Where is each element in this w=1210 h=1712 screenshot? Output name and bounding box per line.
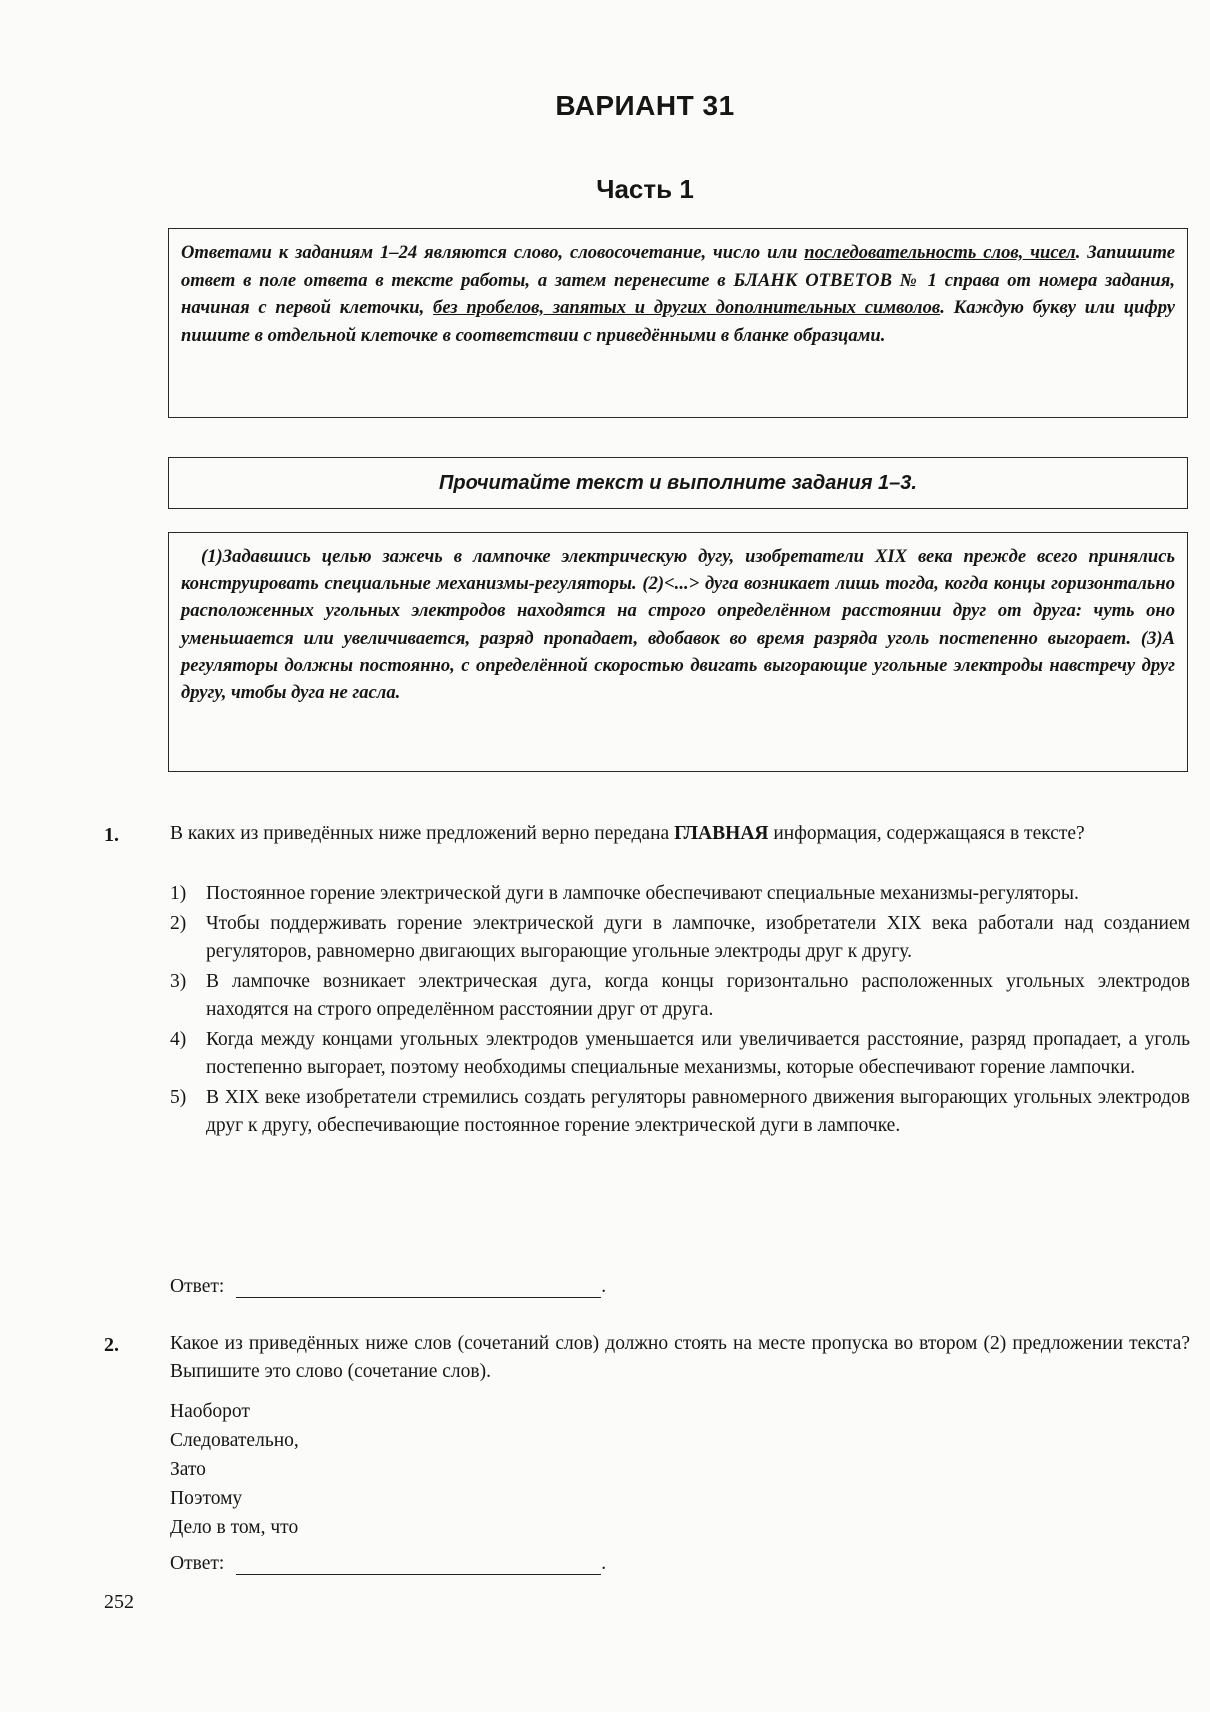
task1-number: 1. [104,824,119,846]
part-title: Часть 1 [596,174,694,204]
task2-word-list [170,1397,299,1542]
task2-word-2: Следовательно, [170,1430,299,1451]
option-text: В лампочке возникает электрическая дуга, когда концы горизонтально расположенных угольных электродов находятся на строго определённом расстоянии друг от друга. [206,971,1190,1020]
option-text: Постоянное горение электрической дуги в лампочке обеспечивают специальные механизмы-регуляторы. [206,883,1079,904]
task1-question-bold: ГЛАВНАЯ [674,823,769,844]
task1-options [170,880,1190,1142]
instructions-text-b: последовательность слов, чисел [804,242,1076,263]
passage-text: (1)Задавшись целью зажечь в лампочке электрическую дугу, изобретатели XIX века прежде всего принялись конструировать специальные механизмы-регуляторы. (2)<...> дуга возникает лишь тогда, когда концы горизонтально расположенных угольных электродов находятся на строго определённом расстоянии друг от друга: чуть оно уменьшается или увеличивается, разряд пропадает, вдобавок во время разряда уголь постепенно выгорает. (3)А регуляторы должны постоянно, с определённой скоростью двигать выгорающие угольные электроды навстречу друг другу, чтобы дуга не гасла. [181,546,1175,704]
option-number: 2) [170,913,187,934]
task2-answer-field[interactable] [236,1554,601,1575]
option-number: 4) [170,1029,187,1050]
option-text: В XIX веке изобретатели стремились создать регуляторы равномерного движения выгорающих угольных электродов друг к другу, обеспечивающие постоянное горение электрической дуги в лампочке. [206,1087,1190,1136]
option-number: 1) [170,883,187,904]
task1-option-5[interactable] [170,1084,1190,1140]
task1-question-a: В каких из приведённых ниже предложений верно передана [170,823,675,844]
read-task-label: Прочитайте текст и выполните задания 1–3. [439,471,917,494]
instructions-text-e: . Каждую букву или цифру пишите в отдельной клеточке в соответствии с приведёнными в бланке образцами. [181,297,1176,346]
task2-answer-label: Ответ: [170,1553,225,1574]
task2-question: Какое из приведённых ниже слов (сочетаний слов) должно стоять на месте пропуска во втором (2) предложении текста? Выпишите это слово (сочетание слов). [170,1333,1190,1382]
task2-number: 2. [104,1334,119,1356]
task2-word-5: Дело в том, что [170,1517,299,1538]
task1-option-4[interactable] [170,1026,1190,1082]
task1-option-1[interactable] [170,880,1190,908]
task2-word-3: Зато [170,1459,206,1480]
page-number: 252 [104,1591,134,1613]
instructions-text-d: без пробелов, запятых и других дополнительных символов [433,297,941,318]
option-text: Когда между концами угольных электродов уменьшается или увеличивается расстояние, разряд пропадает, а уголь постепенно выгорает, поэтому необходимы специальные механизмы, которые обеспечивают горение лампочки. [206,1029,1190,1078]
option-number: 3) [170,971,187,992]
task1-question [170,820,1190,848]
instructions-text-a: Ответами к заданиям 1–24 являются слово, словосочетание, число или [181,242,805,263]
task2-word-4: Поэтому [170,1488,243,1509]
variant-title: ВАРИАНТ 31 [555,90,735,121]
task1-question-b: информация, содержащаяся в тексте? [768,823,1085,844]
read-task-box [168,457,1188,509]
task1-answer: Ответ: . [170,1276,607,1297]
task1-option-2[interactable] [170,910,1190,966]
task1-answer-field[interactable] [236,1277,601,1298]
option-text: Чтобы поддерживать горение электрической дуги в лампочке, изобретатели XIX века работали над созданием регуляторов, равномерно двигающих выгорающие угольные электроды друг к другу. [206,913,1190,962]
task2-answer: Ответ: . [170,1553,607,1574]
passage-box [168,532,1188,772]
task1-option-3[interactable] [170,968,1190,1024]
task1-answer-label: Ответ: [170,1276,225,1297]
instructions-text-c: . Запишите ответ в поле ответа в тексте работы, а затем перенесите в БЛАНК ОТВЕТОВ № 1 справа от номера задания, начиная с первой клеточки, [181,242,1175,318]
task2-word-1: Наоборот [170,1401,250,1422]
instructions-box [168,228,1188,418]
option-number: 5) [170,1087,187,1108]
